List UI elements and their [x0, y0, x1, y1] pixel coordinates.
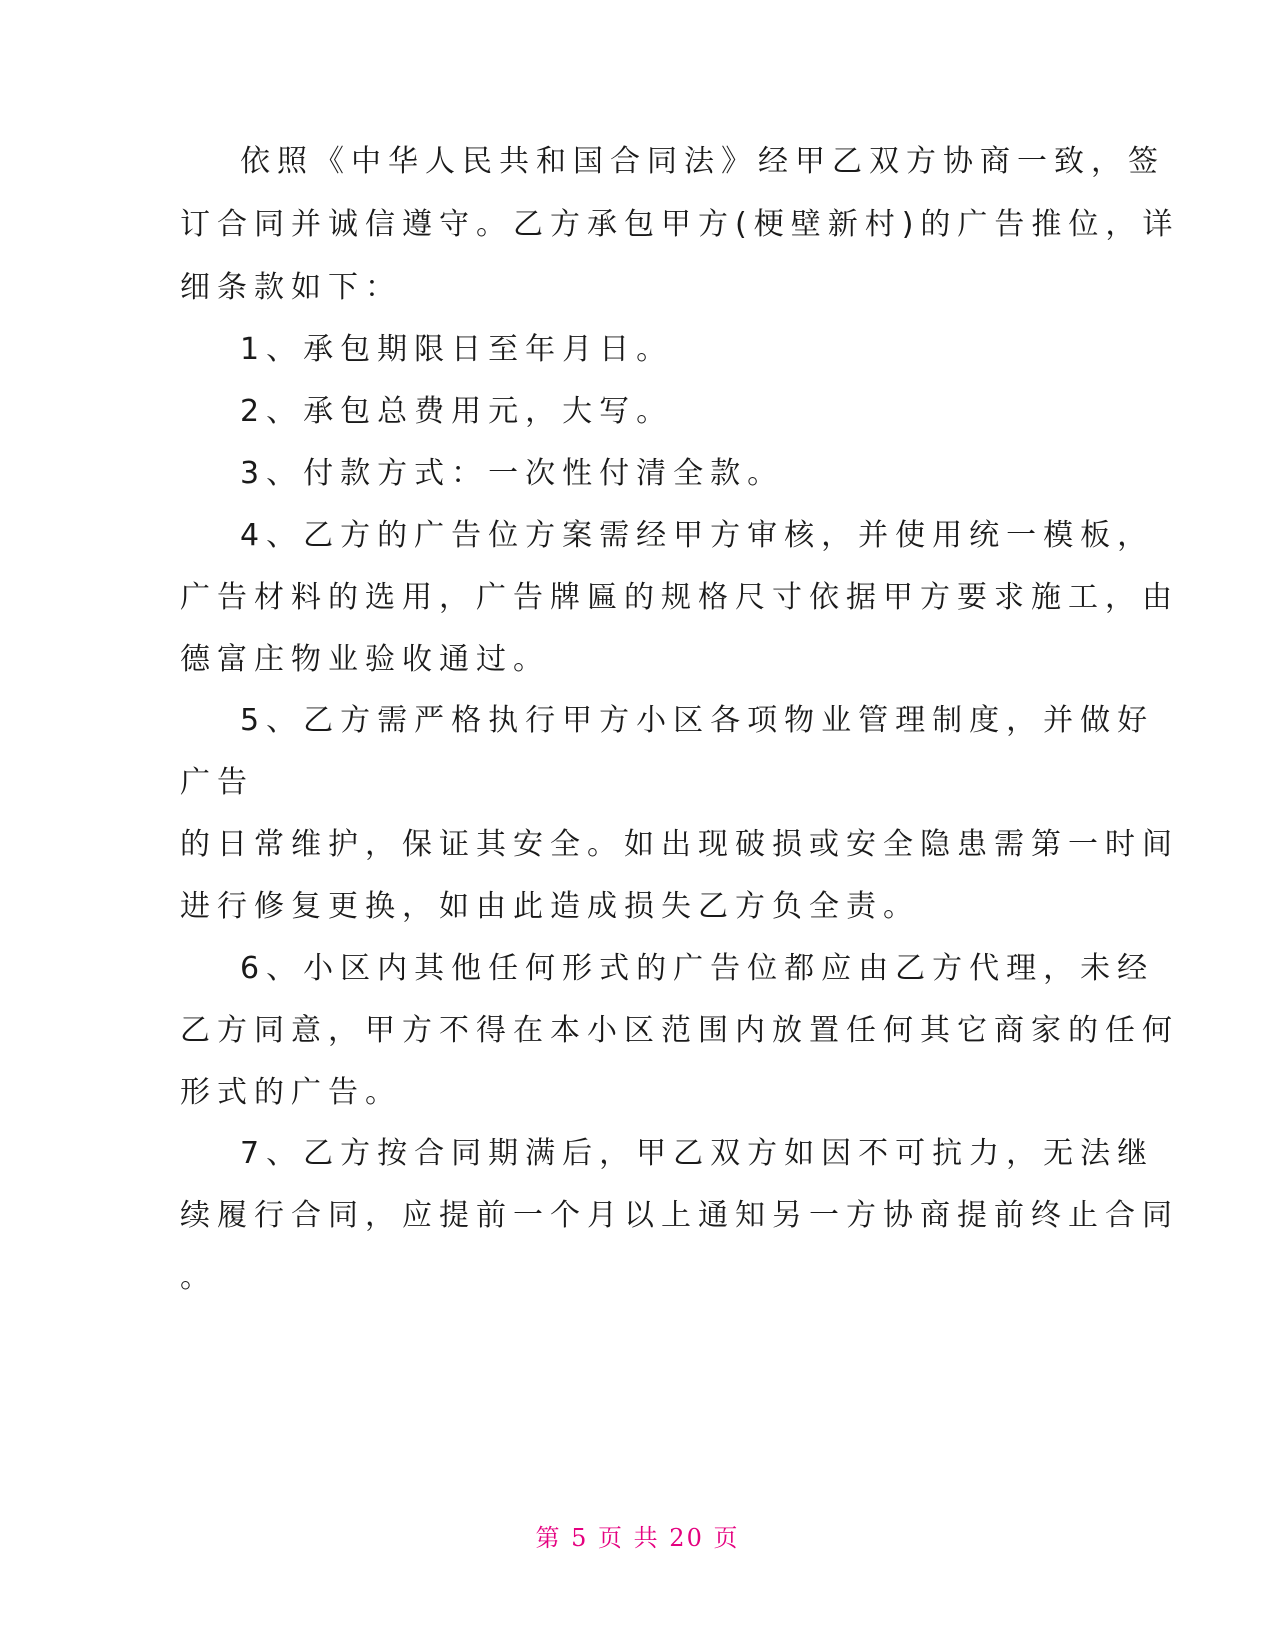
- clause-4-line-1: 4、乙方的广告位方案需经甲方审核，并使用统一模板，: [240, 518, 1155, 553]
- clause-2: 2、承包总费用元，大写。: [240, 394, 674, 429]
- clause-7-line-1: 7、乙方按合同期满后，甲乙双方如因不可抗力，无法继: [240, 1136, 1155, 1171]
- clause-6-line-2: 乙方同意，甲方不得在本小区范围内放置任何其它商家的任何: [180, 1013, 1179, 1048]
- clause-4-line-3: 德富庄物业验收通过。: [180, 642, 550, 677]
- clause-5-line-3: 的日常维护，保证其安全。如出现破损或安全隐患需第一时间: [180, 827, 1179, 862]
- clause-6-line-1: 6、小区内其他任何形式的广告位都应由乙方代理，未经: [240, 951, 1155, 986]
- paragraph-intro-line-1: 依照《中华人民共和国合同法》经甲乙双方协商一致，签: [240, 144, 1165, 179]
- paragraph-intro-line-2: 订合同并诚信遵守。乙方承包甲方(梗壁新村)的广告推位，详: [180, 207, 1180, 242]
- page-number-footer: 第 5 页 共 20 页: [535, 1524, 740, 1552]
- clause-4-line-2: 广告材料的选用，广告牌匾的规格尺寸依据甲方要求施工，由: [180, 580, 1179, 615]
- clause-6-line-3: 形式的广告。: [180, 1075, 402, 1110]
- clause-1: 1、承包期限日至年月日。: [240, 332, 674, 367]
- clause-7-line-2: 续履行合同，应提前一个月以上通知另一方协商提前终止合同: [180, 1198, 1179, 1233]
- clause-5-line-4: 进行修复更换，如由此造成损失乙方负全责。: [180, 889, 920, 924]
- clause-5-line-2: 广告: [180, 765, 254, 800]
- clause-7-line-3: 。: [180, 1260, 217, 1295]
- paragraph-intro-line-3: 细条款如下：: [180, 270, 402, 305]
- clause-5-line-1: 5、乙方需严格执行甲方小区各项物业管理制度，并做好: [240, 703, 1155, 738]
- clause-3: 3、付款方式：一次性付清全款。: [240, 456, 785, 491]
